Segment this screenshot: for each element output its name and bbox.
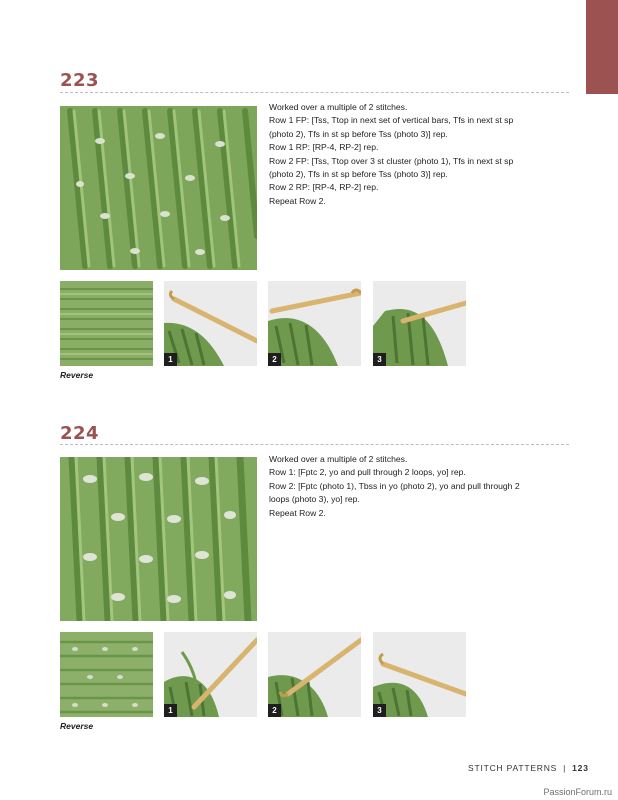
step-photo [268,632,361,717]
stitch-swatch-photo [60,457,257,621]
reverse-caption: Reverse [60,721,94,731]
instruction-line: Row 1: [Fptc 2, yo and pull through 2 loops, yo] rep. [269,467,466,478]
footer-section-title: STITCH PATTERNS [468,763,558,773]
reverse-swatch-photo [60,281,153,366]
photo-number-badge: 1 [164,353,177,366]
photo-number-badge: 1 [164,704,177,717]
section-divider [60,444,569,445]
instruction-line: Row 2 RP: [RP-4, RP-2] rep. [269,182,379,193]
step-photo [164,281,257,366]
site-watermark: PassionForum.ru [543,787,612,797]
section-divider [60,92,569,93]
reverse-swatch-photo [60,632,153,717]
pattern-number: 223 [60,70,100,91]
instruction-line: Worked over a multiple of 2 stitches. [269,102,408,112]
instruction-line: Row 1 RP: [RP-4, RP-2] rep. [269,142,379,153]
instruction-line: Row 1 FP: [Tss, Ttop in next set of vertical bars, Tfs in next st sp (photo 2), Tfs in st sp before Tss (photo 3)] rep. [269,115,514,139]
instruction-line: Worked over a multiple of 2 stitches. [269,454,408,464]
photo-number-badge: 2 [268,353,281,366]
step-photo [373,281,466,366]
page-footer [468,763,589,773]
step-photo [373,632,466,717]
instruction-line: Repeat Row 2. [269,195,326,206]
instruction-line: Row 2: [Fptc (photo 1), Tbss in yo (photo 2), yo and pull through 2 loops (photo 3), yo] rep. [269,480,520,505]
pattern-instructions [269,453,529,520]
step-photo [268,281,361,366]
pattern-instructions [269,101,529,208]
step-photo [164,632,257,717]
instruction-line: Row 2 FP: [Tss, Ttop over 3 st cluster (photo 1), Tfs in next st sp (photo 2), Tfs in st sp before Tss (photo 3)] rep. [269,155,514,180]
pattern-number: 224 [60,423,100,444]
reverse-caption: Reverse [60,370,94,380]
instruction-line: Repeat Row 2. [269,507,326,518]
chapter-tab [586,0,618,94]
photo-number-badge: 3 [373,353,386,366]
page-number: 123 [572,763,589,773]
footer-separator: | [563,763,567,773]
photo-number-badge: 2 [268,704,281,717]
photo-number-badge: 3 [373,704,386,717]
stitch-swatch-photo [60,106,257,270]
